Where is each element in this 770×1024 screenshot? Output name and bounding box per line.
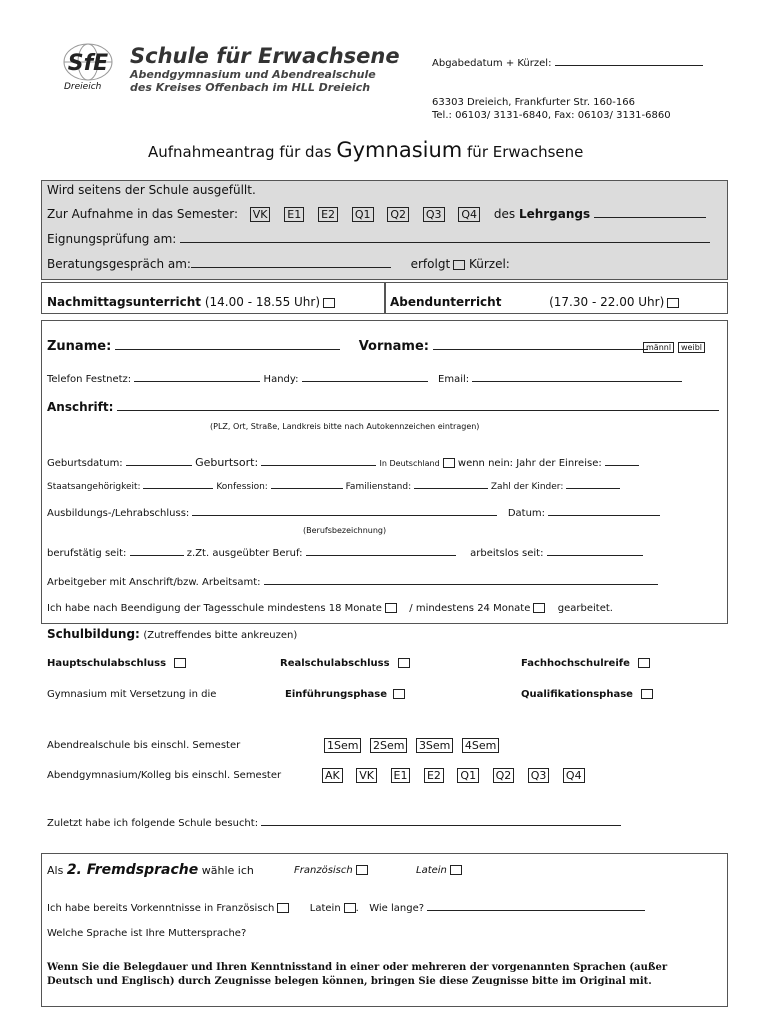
agk-semester-q1[interactable]: Q1 (457, 768, 479, 783)
latin-checkbox[interactable] (450, 865, 462, 875)
semester-row: Zur Aufnahme in das Semester: VK E1 E2 Q1 Q2 Q3 Q4 des Lehrgangs (47, 207, 706, 222)
work-duration-row: Ich habe nach Beendigung der Tagesschule mindestens 18 Monate / mindestens 24 Monate gearbeitet. (47, 603, 613, 614)
abendrealschule-semesters (324, 738, 504, 753)
realschule-option[interactable]: Realschulabschluss (280, 658, 410, 669)
school-name: Schule für Erwachsene (130, 44, 400, 68)
einfuehrungsphase-checkbox[interactable] (393, 689, 405, 699)
agk-semester-vk[interactable]: VK (356, 768, 377, 783)
address-hint: (PLZ, Ort, Straße, Landkreis bitte nach Autokennzeichen eintragen) (210, 422, 480, 431)
abendrealschule-label: Abendrealschule bis einschl. Semester (47, 740, 241, 751)
fachhochschule-checkbox[interactable] (638, 658, 650, 668)
birthdate-input[interactable] (126, 455, 192, 466)
certificate-note: Wenn Sie die Belegdauer und Ihren Kenntnisstand in einer oder mehreren der vorgenannten Sprachen (außer Deutsch und Englisch) durch Zeugnisse belegen können, bringen Sie diese Zeugnisse bitte im Original mit. (47, 962, 668, 987)
logo-globe-icon (58, 42, 118, 82)
consult-row: Beratungsgespräch am: erfolgt Kürzel: (47, 257, 510, 271)
last-school-row[interactable]: Zuletzt habe ich folgende Schule besucht: (47, 815, 621, 829)
svg-text:SfE: SfE (67, 51, 109, 76)
training-input[interactable] (192, 505, 497, 516)
semester-q4[interactable]: Q4 (458, 207, 480, 222)
school-subtitle-1: Abendgymnasium und Abendrealschule (130, 68, 376, 81)
agk-semester-e2[interactable]: E2 (424, 768, 444, 783)
hauptschule-checkbox[interactable] (174, 658, 186, 668)
school-phone: Tel.: 06103/ 3131-6840, Fax: 06103/ 3131-6860 (432, 110, 671, 121)
status-row: Staatsangehörigkeit: Konfession: Familienstand: Zahl der Kinder: (47, 478, 620, 492)
agk-semester-q2[interactable]: Q2 (493, 768, 515, 783)
prior-french-checkbox[interactable] (277, 903, 289, 913)
page-title: Aufnahmeantrag für das Gymnasium für Erwachsene (148, 138, 584, 162)
school-subtitle-2: des Kreises Offenbach im HLL Dreieich (130, 81, 371, 94)
worked-18-months-checkbox[interactable] (385, 603, 397, 613)
evening-checkbox[interactable] (667, 298, 679, 308)
birth-row: Geburtsdatum: Geburtsort: In Deutschland wenn nein: Jahr der Einreise: (47, 455, 639, 469)
birthplace-input[interactable] (261, 455, 376, 466)
agk-semester-q4[interactable]: Q4 (563, 768, 585, 783)
semester-q3[interactable]: Q3 (423, 207, 445, 222)
agk-semester-e1[interactable]: E1 (391, 768, 411, 783)
semester-q1[interactable]: Q1 (352, 207, 374, 222)
course-input[interactable] (594, 207, 706, 218)
how-long-input[interactable] (427, 900, 645, 911)
entry-year-input[interactable] (605, 455, 639, 466)
due-date-field[interactable] (432, 55, 703, 69)
nationality-input[interactable] (143, 478, 213, 489)
employer-row[interactable]: Arbeitgeber mit Anschrift/bzw. Arbeitsamt: (47, 574, 658, 588)
abendgymnasium-label: Abendgymnasium/Kolleg bis einschl. Semester (47, 770, 282, 781)
employment-row: berufstätig seit: z.Zt. ausgeübter Beruf: arbeitslos seit: (47, 545, 643, 559)
training-row: Ausbildungs-/Lehrabschluss: Datum: (47, 505, 660, 519)
semester-e2[interactable]: E2 (318, 207, 338, 222)
latin-option[interactable]: Latein (416, 865, 462, 876)
job-title-hint: (Berufsbezeichnung) (303, 526, 387, 535)
agk-semester-ak[interactable]: AK (322, 768, 343, 783)
second-language-row: Als 2. Fremdsprache wähle ich (47, 862, 254, 878)
qualifikationsphase-option[interactable]: Qualifikationsphase (521, 689, 653, 700)
ars-semester-2[interactable]: 2Sem (370, 738, 407, 753)
afternoon-checkbox[interactable] (323, 298, 335, 308)
mobile-input[interactable] (302, 371, 428, 382)
prior-knowledge-row: Ich habe bereits Vorkenntnisse in Französisch Latein . Wie lange? (47, 900, 645, 914)
born-germany-checkbox[interactable] (443, 458, 455, 468)
children-input[interactable] (566, 478, 620, 489)
aptitude-row[interactable]: Eignungsprüfung am: (47, 232, 710, 246)
landline-input[interactable] (134, 371, 260, 382)
hauptschule-option[interactable]: Hauptschulabschluss (47, 658, 186, 669)
religion-input[interactable] (271, 478, 343, 489)
ars-semester-3[interactable]: 3Sem (416, 738, 453, 753)
email-input[interactable] (472, 371, 682, 382)
semester-vk[interactable]: VK (250, 207, 271, 222)
ars-semester-1[interactable]: 1Sem (324, 738, 361, 753)
gymnasium-label: Gymnasium mit Versetzung in die (47, 689, 217, 700)
semester-e1[interactable]: E1 (284, 207, 304, 222)
qualifikationsphase-checkbox[interactable] (641, 689, 653, 699)
semester-q2[interactable]: Q2 (387, 207, 409, 222)
gender-male-box[interactable]: männl (643, 342, 674, 353)
training-date-input[interactable] (548, 505, 660, 516)
unemployed-since-input[interactable] (547, 545, 643, 556)
agk-semester-q3[interactable]: Q3 (528, 768, 550, 783)
logo-town: Dreieich (64, 82, 102, 92)
abendgymnasium-semesters (322, 768, 595, 783)
name-row: Zuname: Vorname: (47, 339, 648, 354)
consult-date-input[interactable] (191, 257, 391, 268)
firstname-input[interactable] (433, 339, 648, 350)
surname-input[interactable] (115, 339, 340, 350)
fachhochschule-option[interactable]: Fachhochschulreife (521, 658, 650, 669)
school-use-heading: Wird seitens der Schule ausgefüllt. (47, 183, 256, 197)
evening-option[interactable]: Abendunterricht (17.30 - 22.00 Uhr) (390, 295, 679, 309)
french-checkbox[interactable] (356, 865, 368, 875)
afternoon-option[interactable]: Nachmittagsunterricht (14.00 - 18.55 Uhr) (47, 295, 335, 309)
due-date-label: Abgabedatum + Kürzel: (432, 58, 552, 69)
ars-semester-4[interactable]: 4Sem (462, 738, 499, 753)
current-job-input[interactable] (306, 545, 456, 556)
einfuehrungsphase-option[interactable]: Einführungsphase (285, 689, 405, 700)
mother-tongue-row[interactable]: Welche Sprache ist Ihre Muttersprache? (47, 928, 247, 939)
gender-female-box[interactable]: weibl (678, 342, 705, 353)
school-logo (58, 42, 118, 98)
french-option[interactable]: Französisch (294, 865, 368, 876)
consult-done-checkbox[interactable] (453, 260, 465, 270)
prior-latin-checkbox[interactable] (344, 903, 356, 913)
worked-24-months-checkbox[interactable] (533, 603, 545, 613)
realschule-checkbox[interactable] (398, 658, 410, 668)
address-row[interactable]: Anschrift: (47, 400, 719, 414)
school-address: 63303 Dreieich, Frankfurter Str. 160-166 (432, 97, 635, 108)
education-heading: Schulbildung: (Zutreffendes bitte ankreuzen) (47, 627, 298, 641)
marital-input[interactable] (414, 478, 488, 489)
employed-since-input[interactable] (130, 545, 184, 556)
phone-row: Telefon Festnetz: Handy: Email: (47, 371, 682, 385)
